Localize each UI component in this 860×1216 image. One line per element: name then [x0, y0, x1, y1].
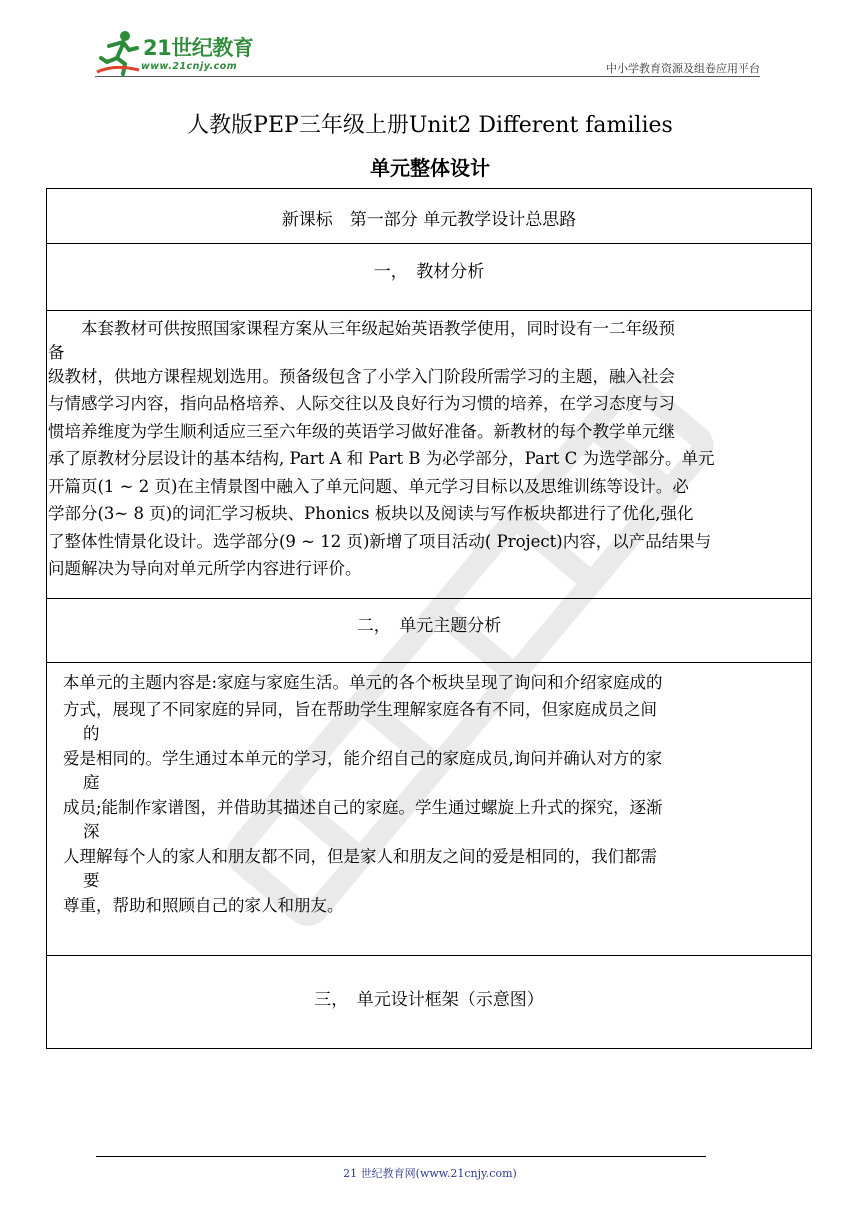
row-heading-theme-analysis: 二， 单元主题分析 [356, 616, 502, 636]
text-line: 了整体性情景化设计。选学部分(9 ~ 12 页)新增了项目活动( Project)内容，以产品结果与 [48, 531, 712, 551]
text-line: 庭 [83, 773, 100, 792]
text-line: 尊重，帮助和照顾自己的家人和朋友。 [63, 896, 344, 915]
theme-analysis-text [63, 669, 663, 919]
text-line: 爱是相同的。学生通过本单元的学习，能介绍自己的家庭成员,询问并确认对方的家 [63, 749, 663, 768]
text-line: 人理解每个人的家人和朋友都不同，但是家人和朋友之间的爱是相同的，我们都需 [63, 847, 657, 866]
page-title: 人教版PEP三年级上册Unit2 Different families [187, 113, 673, 138]
table-row-curriculum [47, 189, 811, 244]
table-row-framework-heading [47, 956, 811, 1048]
footer-divider [96, 1156, 706, 1157]
text-line: 承了原教材分层设计的基本结构, Part A 和 Part B 为必学部分，Part C 为选学部分。单元 [48, 449, 715, 468]
text-line: 要 [83, 871, 100, 890]
text-line: 备 [48, 342, 65, 362]
text-line: 惯培养维度为学生顺利适应三至六年级的英语学习做好准备。新教材的每个教学单元继 [48, 421, 675, 441]
page-subtitle: 单元整体设计 [370, 156, 490, 180]
text-line: 开篇页(1 ~ 2 页)在主情景图中融入了单元问题、单元学习目标以及思维训练等设计。必 [48, 476, 689, 496]
table-row-textbook-heading [47, 244, 811, 311]
text-line: 本单元的主题内容是:家庭与家庭生活。单元的各个板块呈现了询问和介绍家庭成的 [63, 673, 663, 692]
design-table [46, 188, 812, 1049]
table-row-theme-heading [47, 599, 811, 663]
text-line: 本套教材可供按照国家课程方案从三年级起始英语教学使用，同时设有一二年级预 [48, 319, 675, 338]
text-line: 方式，展现了不同家庭的异同，旨在帮助学生理解家庭各有不同，但家庭成员之间 [63, 700, 657, 719]
row-heading-curriculum: 新课标 第一部分 单元教学设计总思路 [281, 210, 577, 230]
text-line: 级教材，供地方课程规划选用。预备级包含了小学入门阶段所需学习的主题，融入社会 [48, 366, 675, 386]
textbook-analysis-text [48, 315, 715, 583]
text-line: 成员;能制作家谱图，并借助其描述自己的家庭。学生通过螺旋上升式的探究，逐渐 [63, 798, 663, 817]
row-heading-design-framework: 三， 单元设计框架（示意图） [314, 990, 544, 1010]
page-header [95, 28, 760, 78]
table-row-textbook-body [47, 311, 811, 599]
text-line: 的 [83, 724, 100, 743]
site-name: 中小学教育资源及组卷应用平台 [606, 62, 760, 75]
text-line: 问题解决为导向对单元所学内容进行评价。 [48, 559, 362, 578]
header-divider [95, 76, 760, 77]
site-logo [95, 28, 295, 78]
text-line: 深 [83, 822, 100, 841]
text-line: 学部分(3~ 8 页)的词汇学习板块、Phonics 板块以及阅读与写作板块都进行了优化,强化 [48, 504, 694, 523]
footer-text: 21 世纪教育网(www.21cnjy.com) [343, 1167, 517, 1180]
table-row-theme-body [47, 663, 811, 956]
logo-text: 21世纪教育 [143, 36, 254, 60]
runner-logo-icon [95, 28, 143, 76]
row-heading-textbook-analysis: 一， 教材分析 [373, 262, 485, 282]
logo-url: www.21cnjy.com [141, 61, 238, 72]
text-line: 与情感学习内容，指向品格培养、人际交往以及良好行为习惯的培养，在学习态度与习 [48, 394, 675, 413]
